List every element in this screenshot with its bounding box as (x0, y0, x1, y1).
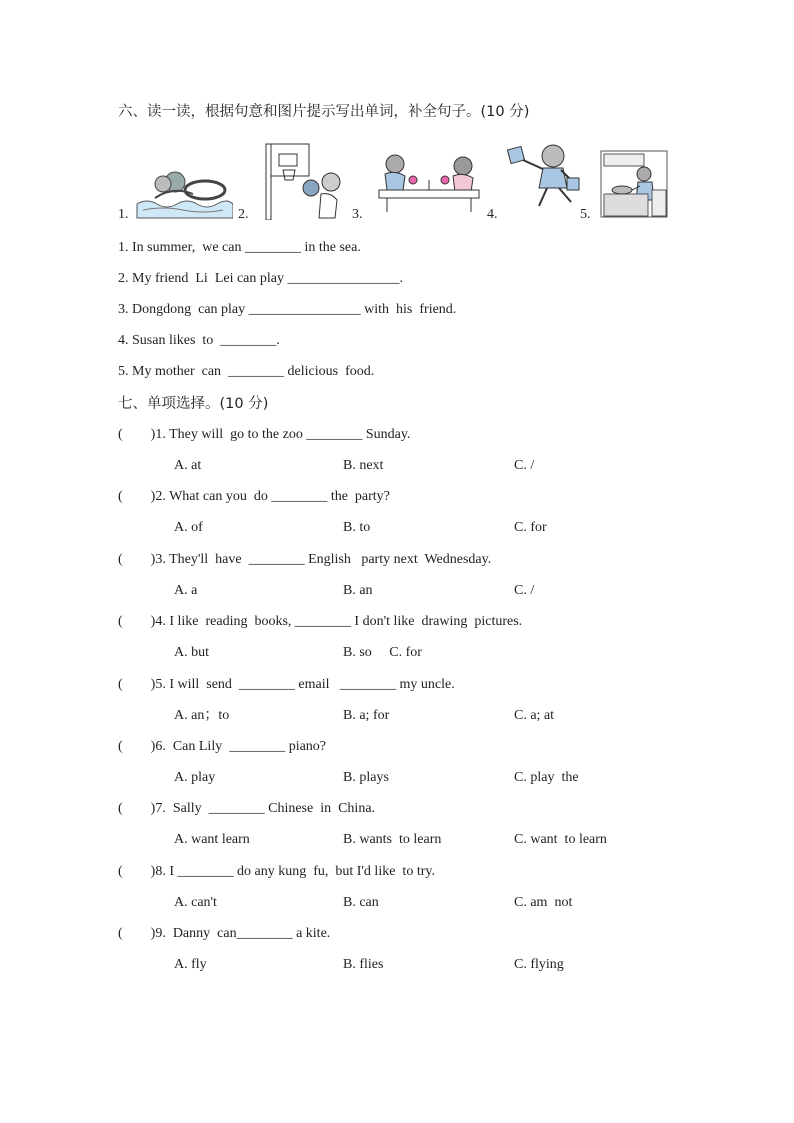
question-1-option-b: B. next (343, 458, 384, 473)
question-3-option-b: B. an (343, 583, 373, 598)
question-7-option-c: C. want to learn (514, 832, 607, 847)
question-4-stem: ( )4. I like reading books, ________ I don't like drawing pictures. (118, 614, 523, 629)
question-7-stem: ( )7. Sally ________ Chinese in China. (118, 801, 376, 816)
question-6-stem: ( )6. Can Lily ________ piano? (118, 739, 327, 754)
section7-heading: 七、单项选择。(10 分) (118, 396, 269, 412)
fill-sentence-2: 2. My friend Li Lei can play ________________. (118, 271, 404, 286)
ping-pong-picture (373, 150, 485, 214)
swimming-picture (133, 164, 233, 220)
question-9-option-a: A. fly (174, 957, 207, 972)
picture-number-1: 1. (118, 207, 129, 222)
question-2-option-a: A. of (174, 520, 203, 535)
question-1-option-a: A. at (174, 458, 202, 473)
cooking-picture (600, 150, 668, 218)
question-9-stem: ( )9. Danny can________ a kite. (118, 926, 331, 941)
question-5-option-b: B. a; for (343, 708, 390, 723)
question-8-stem: ( )8. I ________ do any kung fu, but I'd like to try. (118, 864, 435, 879)
question-4-option-a: A. but (174, 645, 209, 660)
basketball-picture (263, 142, 347, 220)
fill-sentence-1: 1. In summer, we can ________ in the sea. (118, 240, 361, 255)
question-5-stem: ( )5. I will send ________ email ________ my uncle. (118, 677, 455, 692)
question-2-option-b: B. to (343, 520, 371, 535)
section6-heading: 六、读一读，根据句意和图片提示写出单词，补全句子。(10 分) (118, 104, 530, 120)
question-7-option-a: A. want learn (174, 832, 250, 847)
question-8-option-b: B. can (343, 895, 379, 910)
question-6-option-a: A. play (174, 770, 216, 785)
question-9-option-b: B. flies (343, 957, 384, 972)
question-1-stem: ( )1. They will go to the zoo ________ Sunday. (118, 427, 411, 442)
picture-number-3: 3. (352, 207, 363, 222)
question-4-option-b: B. so C. for (343, 645, 422, 660)
picture-number-5: 5. (580, 207, 591, 222)
fill-sentence-3: 3. Dongdong can play ________________ with his friend. (118, 302, 457, 317)
question-8-option-c: C. am not (514, 895, 573, 910)
question-2-stem: ( )2. What can you do ________ the party? (118, 489, 390, 504)
question-3-option-a: A. a (174, 583, 198, 598)
picture-number-2: 2. (238, 207, 249, 222)
question-9-option-c: C. flying (514, 957, 564, 972)
fill-sentence-4: 4. Susan likes to ________. (118, 333, 280, 348)
dancing-picture (505, 140, 581, 212)
question-1-option-c: C. / (514, 458, 535, 473)
question-8-option-a: A. can't (174, 895, 217, 910)
question-6-option-c: C. play the (514, 770, 579, 785)
question-5-option-a: A. an；to (174, 708, 230, 723)
question-3-stem: ( )3. They'll have ________ English party next Wednesday. (118, 552, 492, 567)
question-2-option-c: C. for (514, 520, 547, 535)
picture-number-4: 4. (487, 207, 498, 222)
question-7-option-b: B. wants to learn (343, 832, 442, 847)
fill-sentence-5: 5. My mother can ________ delicious food. (118, 364, 375, 379)
question-5-option-c: C. a; at (514, 708, 555, 723)
question-6-option-b: B. plays (343, 770, 389, 785)
question-3-option-c: C. / (514, 583, 535, 598)
